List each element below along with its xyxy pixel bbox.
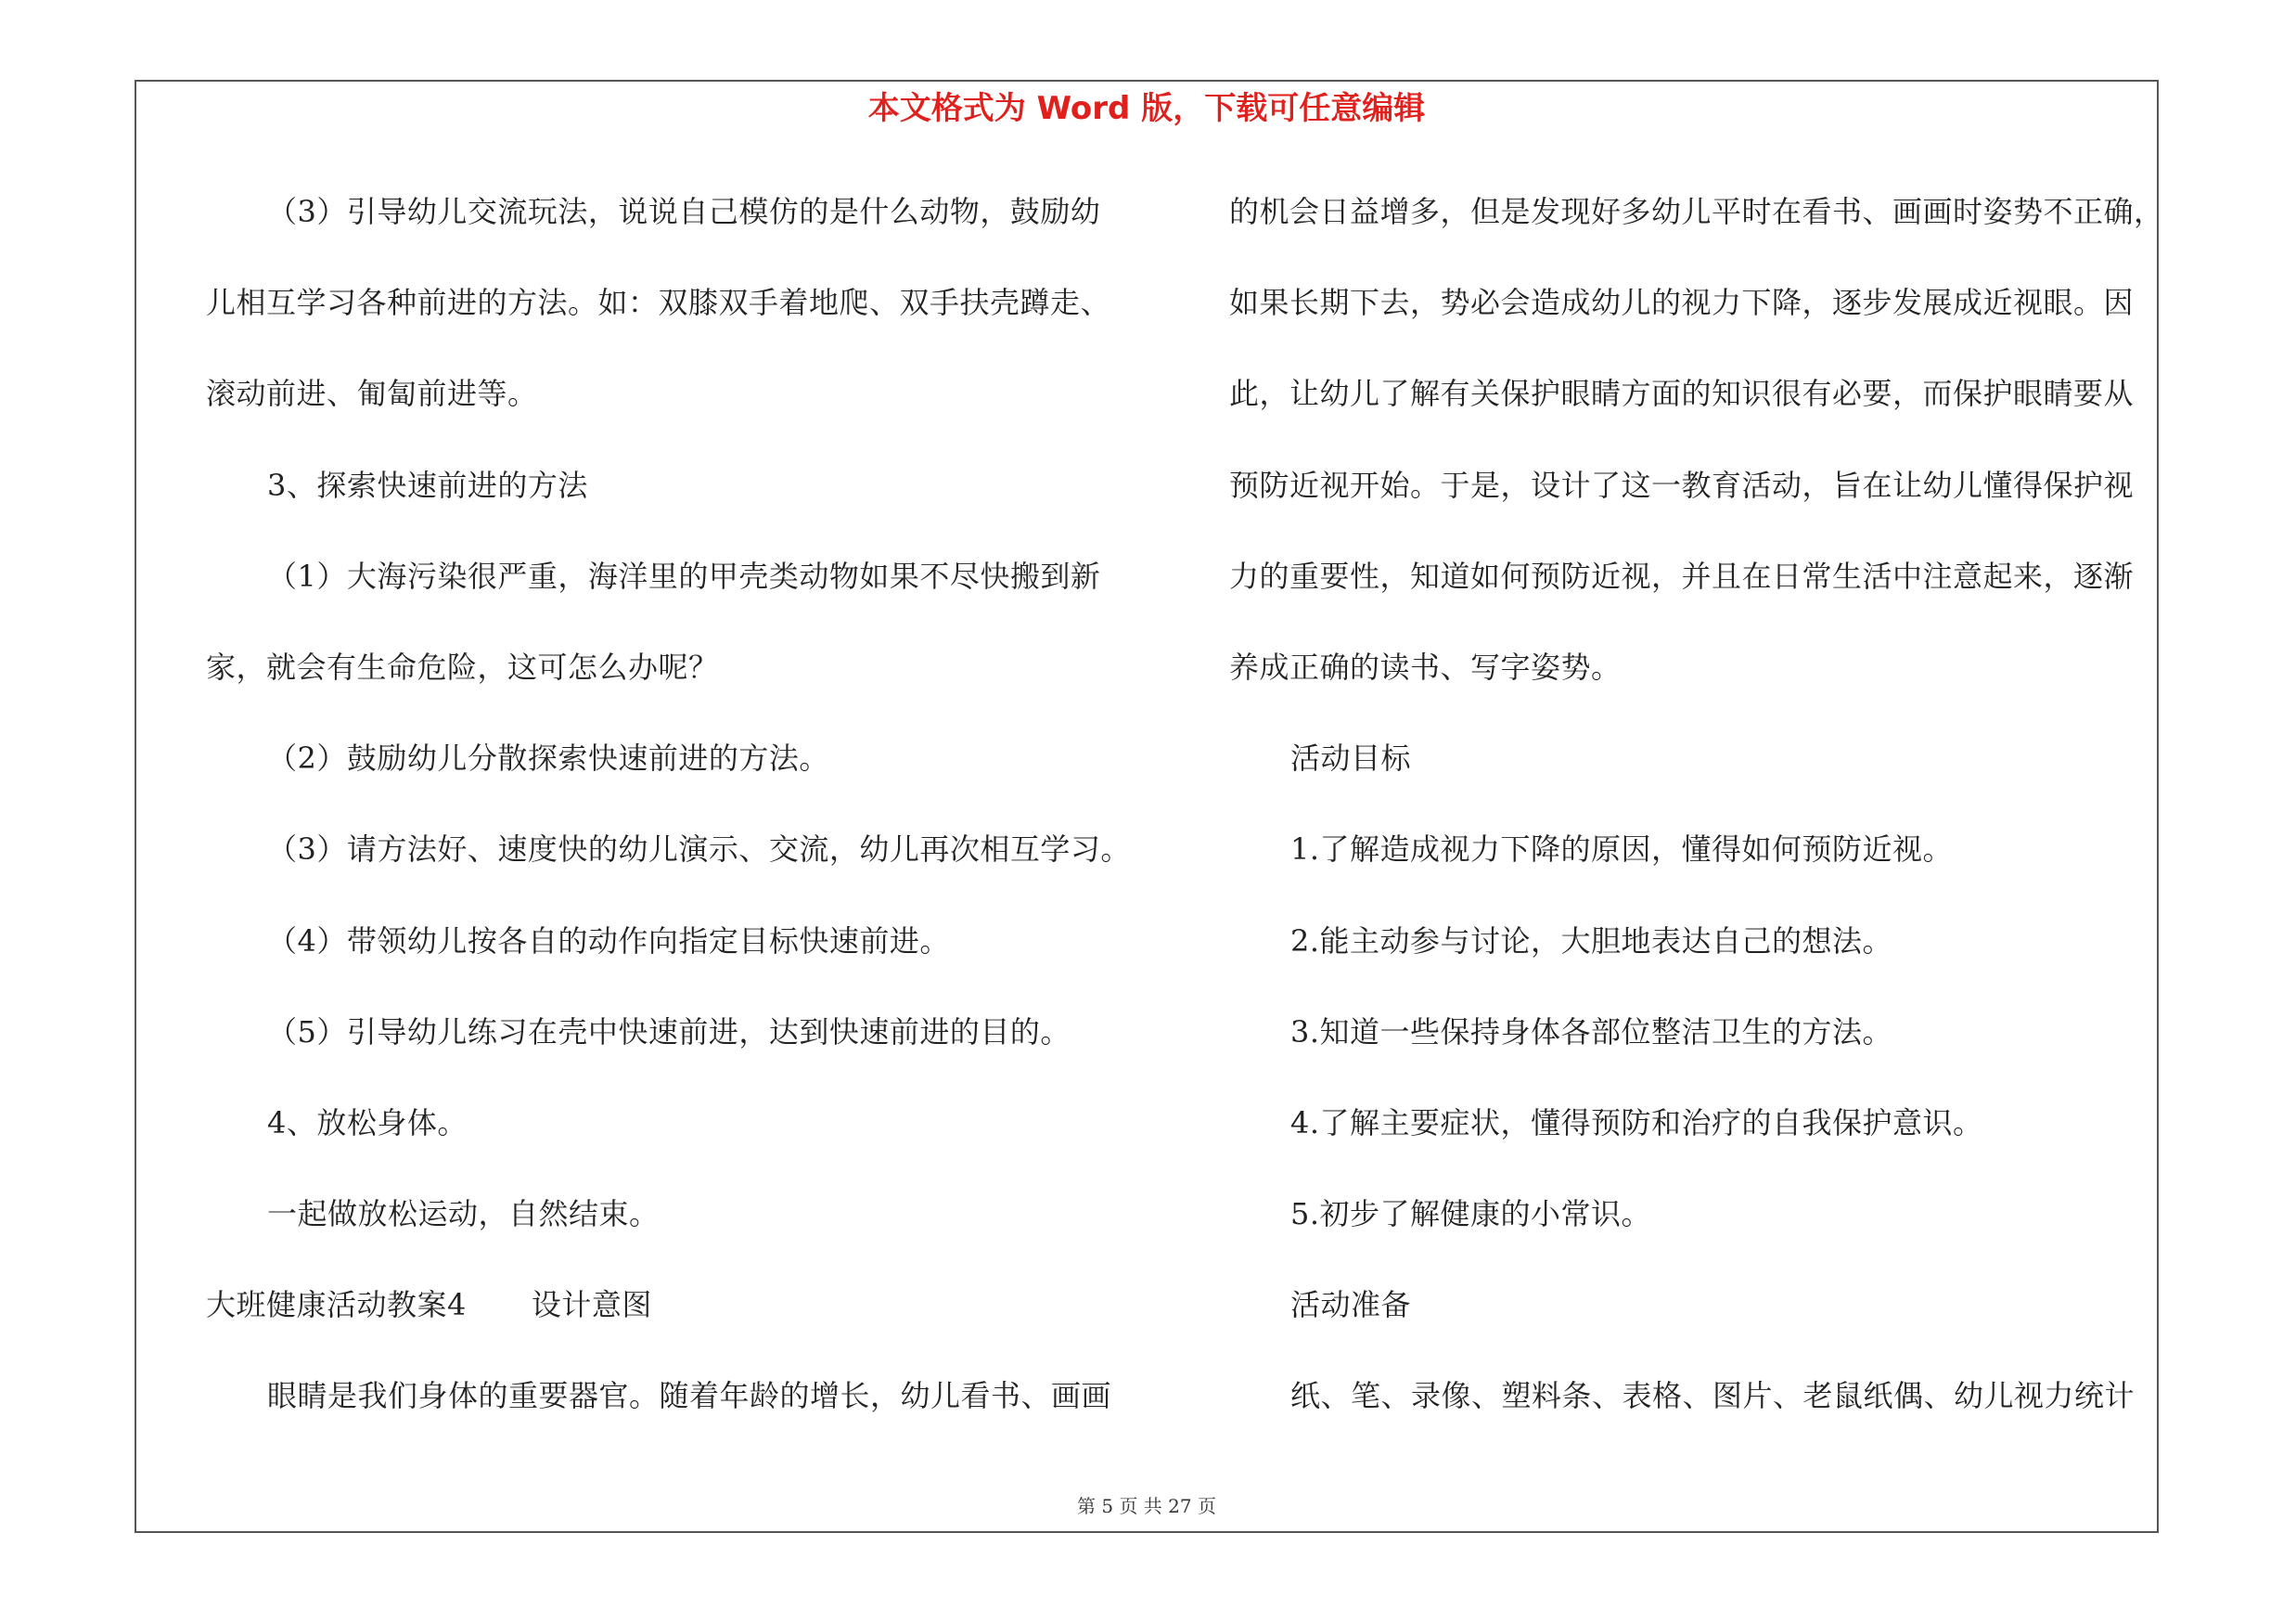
list-item: 1.了解造成视力下降的原因，懂得如何预防近视。 [1290, 831, 1954, 868]
list-item: 3.知道一些保持身体各部位整洁卫生的方法。 [1290, 1013, 1893, 1050]
paragraph-line: 如果长期下去，势必会造成幼儿的视力下降，逐步发展成近视眼。因 [1229, 285, 2135, 321]
section-heading: 4、放松身体。 [267, 1104, 468, 1140]
paragraph-line: 养成正确的读书、写字姿势。 [1229, 649, 1622, 685]
left-column [206, 184, 1152, 1460]
paragraph-line: （4）带领幼儿按各自的动作向指定目标快速前进。 [267, 922, 950, 959]
lesson-heading [206, 1277, 1152, 1368]
paragraph-line: 家，就会有生命危险，这可怎么办呢？ [206, 649, 719, 685]
paragraph-line: 此，让幼儿了解有关保护眼睛方面的知识很有必要，而保护眼睛要从 [1229, 376, 2135, 412]
paragraph-line: （2）鼓励幼儿分散探索快速前进的方法。 [267, 741, 829, 777]
paragraph-line: （3）请方法好、速度快的幼儿演示、交流，幼儿再次相互学习。 [267, 831, 1131, 868]
paragraph-line: （1）大海污染很严重，海洋里的甲壳类动物如果不尽快搬到新 [267, 558, 1101, 594]
paragraph-line: 预防近视开始。于是，设计了这一教育活动，旨在让幼儿懂得保护视 [1229, 467, 2135, 503]
paragraph-line: 纸、笔、录像、塑料条、表格、图片、老鼠纸偶、幼儿视力统计 [1290, 1378, 2136, 1414]
list-item: 5.初步了解健康的小常识。 [1290, 1196, 1652, 1232]
paragraph-line: 的机会日益增多，但是发现好多幼儿平时在看书、画画时姿势不正确， [1229, 194, 2164, 229]
lesson-subtitle: 设计意图 [531, 1287, 652, 1323]
paragraph-line: 滚动前进、匍匐前进等。 [206, 376, 538, 412]
section-heading: 活动准备 [1290, 1287, 1412, 1323]
list-item: 2.能主动参与讨论，大胆地表达自己的想法。 [1290, 922, 1893, 959]
list-item: 4.了解主要症状，懂得预防和治疗的自我保护意识。 [1290, 1104, 1983, 1140]
header-banner: 本文格式为 Word 版，下载可任意编辑 [867, 90, 1426, 127]
paragraph-line: 儿相互学习各种前进的方法。如：双膝双手着地爬、双手扶壳蹲走、 [206, 285, 1111, 321]
page-number: 第 5 页 共 27 页 [1077, 1495, 1216, 1517]
paragraph-line: （5）引导幼儿练习在壳中快速前进，达到快速前进的目的。 [267, 1013, 1071, 1050]
paragraph-line: （3）引导幼儿交流玩法，说说自己模仿的是什么动物，鼓励幼 [267, 194, 1101, 229]
paragraph-line: 力的重要性，知道如何预防近视，并且在日常生活中注意起来，逐渐 [1229, 558, 2135, 594]
paragraph-line: 眼睛是我们身体的重要器官。随着年龄的增长，幼儿看书、画画 [267, 1378, 1112, 1414]
section-heading: 活动目标 [1290, 741, 1412, 777]
lesson-title: 大班健康活动教案4 [206, 1287, 467, 1323]
section-heading: 3、探索快速前进的方法 [267, 467, 588, 503]
paragraph-line: 一起做放松运动，自然结束。 [267, 1196, 660, 1232]
right-column [1229, 184, 2164, 1460]
